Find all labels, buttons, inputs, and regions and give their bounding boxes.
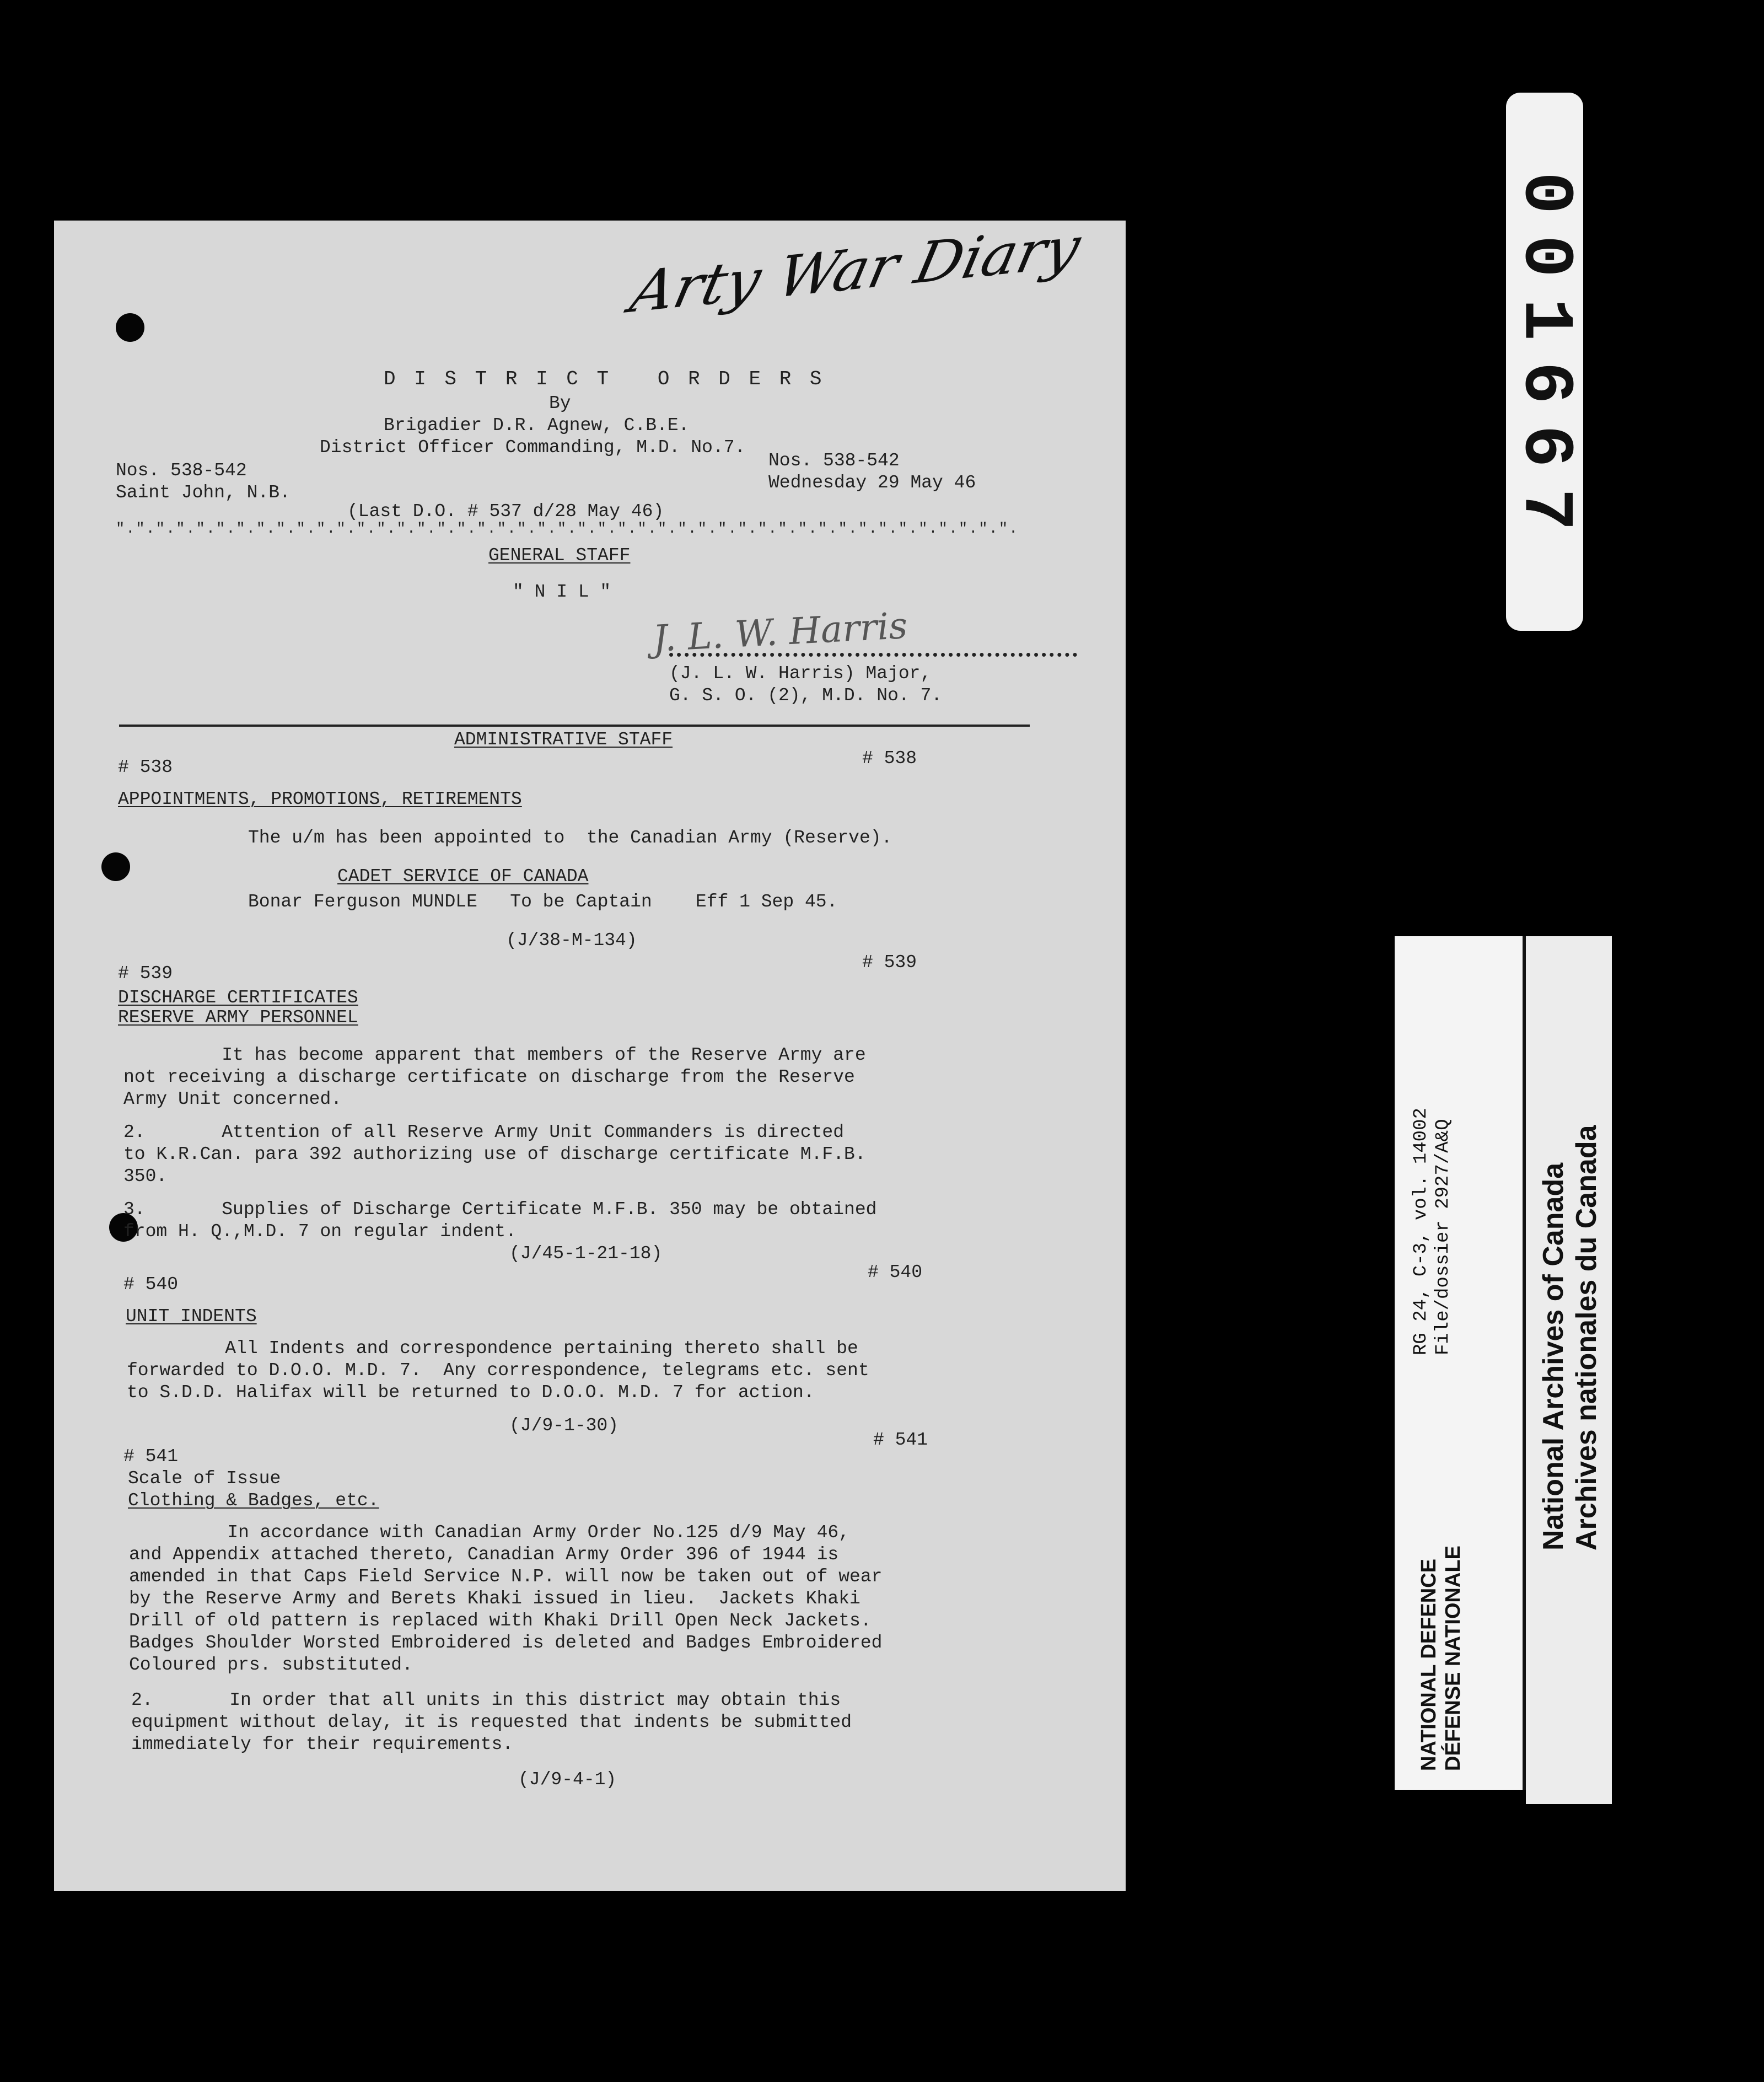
punch-hole	[116, 313, 144, 342]
signatory-name: (J. L. W. Harris) Major,	[669, 663, 932, 684]
header-role: District Officer Commanding, M.D. No.7.	[320, 437, 746, 458]
section-rule	[119, 725, 1030, 727]
order-540-para-line: forwarded to D.O.O. M.D. 7. Any correspondence, telegrams etc. sent	[127, 1360, 869, 1381]
order-541-para1-line: Coloured prs. substituted.	[129, 1655, 413, 1675]
order-538-subheading: CADET SERVICE OF CANADA	[337, 866, 589, 887]
order-538-number-right: # 538	[862, 748, 917, 769]
administrative-staff-heading: ADMINISTRATIVE STAFF	[454, 729, 673, 750]
archive-reference-label	[1395, 936, 1523, 1790]
signature: J. L. W. Harris	[652, 604, 909, 661]
order-538-entry: Bonar Ferguson MUNDLE To be Captain Eff 1 Sep 45.	[248, 892, 838, 912]
order-539-para3-line: 3. Supplies of Discharge Certificate M.F.B. 350 may be obtained	[123, 1199, 877, 1220]
order-541-para1-line: Drill of old pattern is replaced with Khaki Drill Open Neck Jackets.	[129, 1611, 872, 1631]
nil-entry: " N I L "	[513, 582, 611, 602]
order-541-para2-line: equipment without delay, it is requested that indents be submitted	[131, 1712, 852, 1732]
header-by: By	[549, 393, 571, 414]
order-540-para-line: All Indents and correspondence pertaining thereto shall be	[127, 1338, 858, 1359]
order-538-intro: The u/m has been appointed to the Canadian Army (Reserve).	[248, 828, 892, 848]
last-order-ref: (Last D.O. # 537 d/28 May 46)	[347, 501, 664, 522]
order-541-para1-line: by the Reserve Army and Berets Khaki issued in lieu. Jackets Khaki	[129, 1589, 861, 1609]
order-541-para2-line: 2. In order that all units in this district may obtain this	[131, 1690, 841, 1710]
order-541-number-right: # 541	[873, 1430, 928, 1450]
punch-hole	[101, 852, 130, 881]
document-page	[54, 213, 1126, 1891]
order-541-para1-line: amended in that Caps Field Service N.P. will now be taken out of wear	[129, 1566, 883, 1587]
order-539-number-right: # 539	[862, 952, 917, 973]
archive-ref-line: RG 24, C-3, vol. 14002	[1411, 1108, 1432, 1355]
order-541-para1-line: In accordance with Canadian Army Order No.125 d/9 May 46,	[129, 1522, 850, 1543]
order-539-para1-line: It has become apparent that members of the Reserve Army are	[123, 1045, 866, 1065]
order-539-para1-line: Army Unit concerned.	[123, 1089, 342, 1109]
header-divider: ".".".".".".".".".".".".".".".".".".".".".".".".".".".".".".".".".".".".".".".".".".".".".	[116, 521, 1019, 538]
order-538-title: APPOINTMENTS, PROMOTIONS, RETIREMENTS	[118, 789, 522, 809]
order-541-title: Scale of Issue	[128, 1468, 281, 1489]
header-title: D I S T R I C T O R D E R S	[384, 368, 825, 390]
order-539-para2-line: to K.R.Can. para 392 authorizing use of discharge certificate M.F.B.	[123, 1144, 866, 1165]
order-541-subtitle: Clothing & Badges, etc.	[128, 1490, 379, 1511]
order-539-para2-line: 350.	[123, 1166, 168, 1187]
signature-line	[669, 653, 1077, 657]
order-541-para1-line: Badges Shoulder Worsted Embroidered is deleted and Badges Embroidered	[129, 1633, 883, 1653]
order-539-file-ref: (J/45-1-21-18)	[509, 1243, 663, 1264]
place: Saint John, N.B.	[116, 482, 291, 503]
frame-number-stamp	[1506, 93, 1583, 631]
archives-name-en: National Archives of Canada	[1537, 1162, 1569, 1550]
order-540-file-ref: (J/9-1-30)	[509, 1415, 619, 1436]
general-staff-heading: GENERAL STAFF	[488, 545, 631, 566]
department-line: NATIONAL DEFENCE	[1417, 1559, 1440, 1771]
order-540-para-line: to S.D.D. Halifax will be returned to D.O.O. M.D. 7 for action.	[127, 1382, 815, 1403]
department-line: DÉFENSE NATIONALE	[1442, 1546, 1465, 1771]
order-539-title: DISCHARGE CERTIFICATES	[118, 988, 358, 1008]
order-538-number: # 538	[118, 757, 173, 777]
order-541-number: # 541	[123, 1446, 179, 1467]
date: Wednesday 29 May 46	[768, 473, 976, 493]
order-541-para2-line: immediately for their requirements.	[131, 1734, 514, 1754]
handwritten-annotation: Arty War Diary	[625, 213, 1087, 326]
order-numbers-right: Nos. 538-542	[768, 450, 900, 471]
signatory-role: G. S. O. (2), M.D. No. 7.	[669, 685, 943, 706]
order-539-para1-line: not receiving a discharge certificate on discharge from the Reserve	[123, 1067, 855, 1087]
order-541-file-ref: (J/9-4-1)	[518, 1769, 617, 1790]
order-540-number: # 540	[123, 1274, 179, 1295]
order-539-para2-line: 2. Attention of all Reserve Army Unit Commanders is directed	[123, 1122, 845, 1142]
order-numbers-left: Nos. 538-542	[116, 460, 247, 481]
archive-ref-line: File/dossier 2927/A&Q	[1433, 1119, 1454, 1355]
order-540-number-right: # 540	[868, 1262, 923, 1283]
frame-number: 001667	[1504, 171, 1585, 552]
order-540-title: UNIT INDENTS	[126, 1306, 257, 1327]
header-officer: Brigadier D.R. Agnew, C.B.E.	[384, 415, 690, 436]
archives-canada-label	[1526, 936, 1612, 1804]
order-539-subtitle: RESERVE ARMY PERSONNEL	[118, 1007, 358, 1028]
order-541-para1-line: and Appendix attached thereto, Canadian Army Order 396 of 1944 is	[129, 1544, 839, 1565]
archives-name-fr: Archives nationales du Canada	[1571, 1125, 1602, 1550]
order-539-number: # 539	[118, 963, 173, 984]
order-538-file-ref: (J/38-M-134)	[506, 930, 637, 951]
order-539-para3-line: from H. Q.,M.D. 7 on regular indent.	[123, 1221, 517, 1242]
